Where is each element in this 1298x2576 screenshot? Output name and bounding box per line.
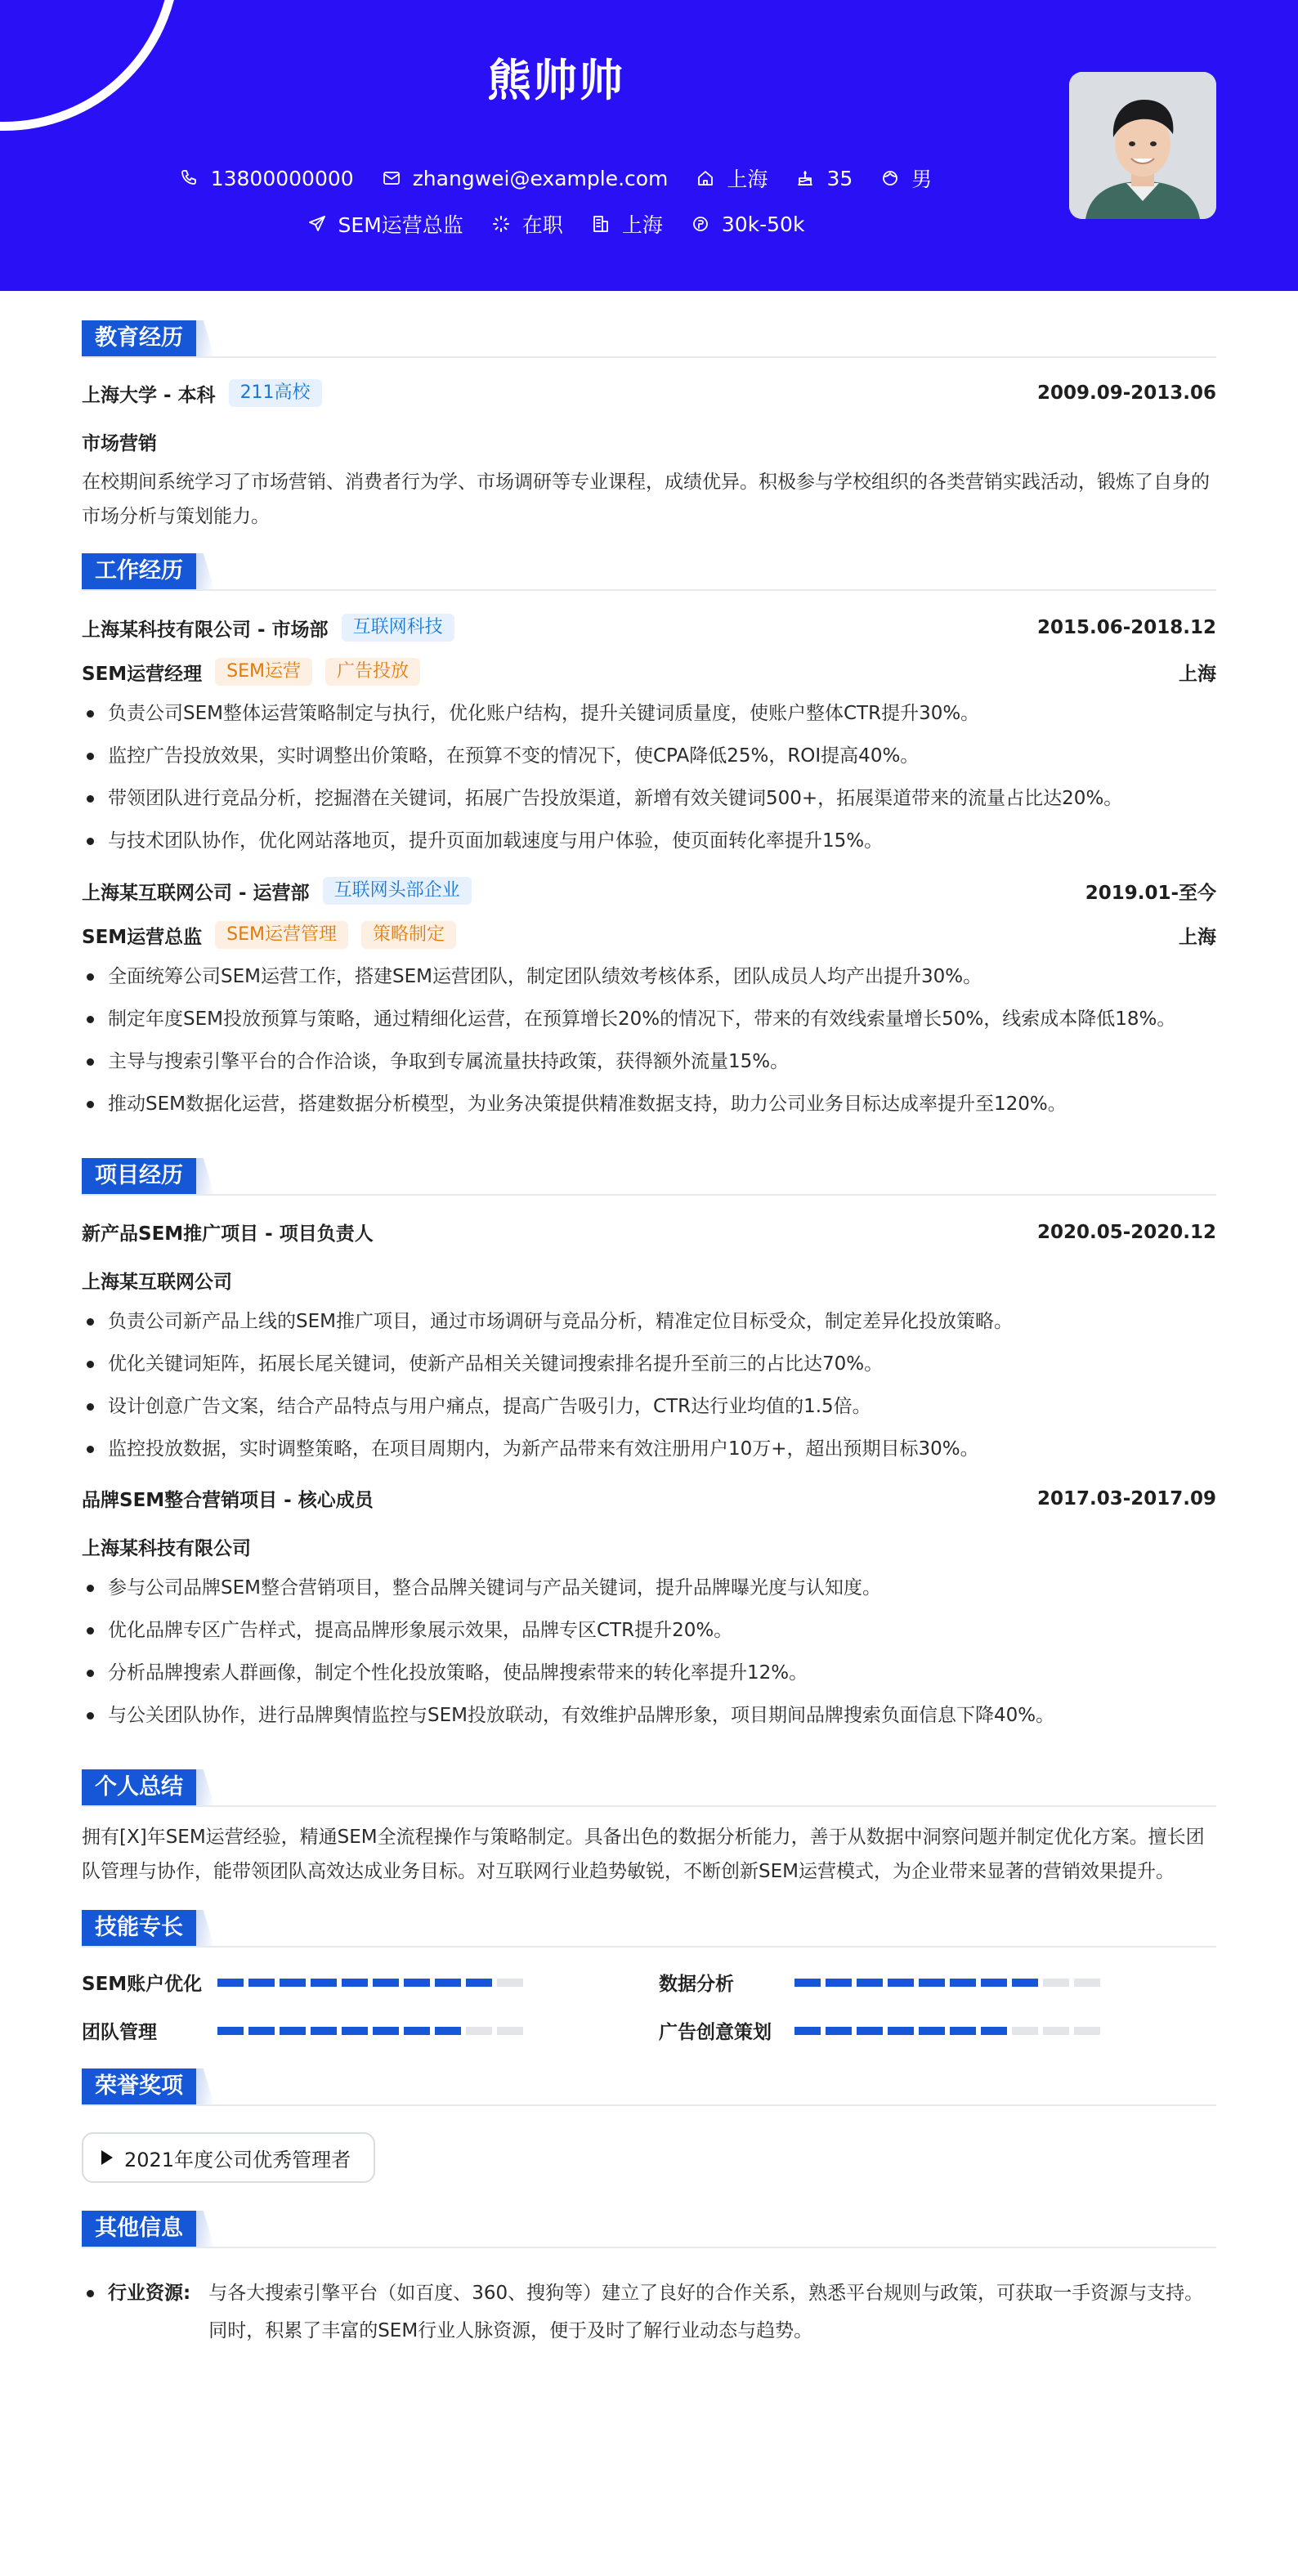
skill-segment-filled (248, 1979, 275, 1987)
skill-segment-filled (857, 1979, 883, 1987)
mail-icon (382, 168, 401, 188)
job-location: 上海 (1179, 926, 1216, 948)
list-item (82, 2274, 1216, 2350)
award-text: 2021年度公司优秀管理者 (124, 2148, 351, 2171)
skill-segment-filled (373, 2027, 399, 2035)
skill-segment-filled (950, 2027, 976, 2035)
project-section-title (82, 1156, 1216, 1196)
skill-segment-empty (1012, 2027, 1038, 2035)
position-text: SEM运营总监 (338, 213, 463, 237)
education-period: 2009.09-2013.06 (1036, 382, 1216, 404)
resume-content (82, 291, 1216, 2350)
other-section-title (82, 2209, 1216, 2248)
job-entry (82, 614, 1216, 862)
skill-segment-filled (826, 1979, 852, 1987)
section-heading: 工作经历 (82, 553, 196, 589)
candidate-name: 熊帅帅 (487, 55, 624, 106)
city-text: 上海 (727, 168, 768, 191)
skill-segment-filled (1012, 1979, 1038, 1987)
skill-name: 团队管理 (82, 2022, 157, 2043)
list-item: 分析品牌搜索人群画像，制定个性化投放策略，使品牌搜索带来的转化率提升12%。 (82, 1652, 1216, 1694)
awards-section-title (82, 2067, 1216, 2106)
target-city-text: 上海 (621, 213, 663, 237)
role-tag: 策略制定 (361, 921, 456, 949)
major: 市场营销 (82, 433, 157, 454)
work-section-title (82, 552, 1216, 591)
skill-segment-filled (311, 1979, 337, 1987)
list-item: 负责公司SEM整体运营策略制定与执行，优化账户结构，提升关键词质量度，使账户整体CTR提升30%。 (82, 692, 1216, 735)
phone-item (180, 167, 354, 190)
skill-segment-filled (435, 1979, 461, 1987)
skills-section-title (82, 1908, 1216, 1948)
skill-segment-filled (404, 2027, 430, 2035)
skill-segment-filled (466, 1979, 492, 1987)
skill-segment-filled (981, 1979, 1007, 1987)
skill-segment-empty (1074, 1979, 1100, 1987)
role-tag: SEM运营管理 (215, 921, 348, 949)
skill-segment-filled (794, 2027, 821, 2035)
list-item: 制定年度SEM投放预算与策略，通过精细化运营，在预算增长20%的情况下，带来的有效线索量增长50%，线索成本降低18%。 (82, 998, 1216, 1040)
email-text: zhangwei@example.com (412, 166, 669, 190)
list-item: 与技术团队协作，优化网站落地页，提升页面加载速度与用户体验，使页面转化率提升15%。 (82, 820, 1216, 862)
skill-name: SEM账户优化 (82, 1974, 203, 1995)
email-item (382, 167, 669, 190)
city-item (696, 163, 768, 193)
list-item: 监控广告投放效果，实时调整出价策略，在预算不变的情况下，使CPA降低25%，ROI提高40%。 (82, 735, 1216, 777)
role-tag: 广告投放 (325, 658, 420, 686)
skill-segment-filled (826, 2027, 852, 2035)
status-item (491, 209, 563, 239)
company-name: 上海某互联网公司 - 运营部 (82, 882, 310, 904)
other-text: 与各大搜索引擎平台（如百度、360、搜狗等）建立了良好的合作关系，熟悉平台规则与政策，可获取一手资源与支持。同时，积累了丰富的SEM行业人脉资源，便于及时了解行业动态与趋势。 (208, 2283, 1204, 2341)
summary-text: 拥有[X]年SEM运营经验，精通SEM全流程操作与策略制定。具备出色的数据分析能力，善于从数据中洞察问题并制定优化方案。擅长团队管理与协作，能带领团队高效达成业务目标。对互联网行业趋势敏锐，不断创新SEM运营模式，为企业带来显著的营销效果提升。 (82, 1827, 1205, 1882)
role-tag: SEM运营 (215, 658, 312, 686)
building-icon (591, 214, 611, 234)
loading-icon (491, 214, 511, 234)
skill-segment-filled (342, 1979, 368, 1987)
skill-segment-filled (248, 2027, 275, 2035)
list-item: 负责公司新产品上线的SEM推广项目，通过市场调研与竞品分析，精准定位目标受众，制定差异化投放策略。 (82, 1300, 1216, 1343)
skill-item (659, 1969, 1216, 1996)
skill-segment-filled (280, 1979, 306, 1987)
salary-item (691, 212, 805, 236)
skill-level-bar (217, 2027, 523, 2035)
user-face-icon (880, 168, 900, 188)
list-item: 带领团队进行竞品分析，挖掘潜在关键词，拓展广告投放渠道，新增有效关键词500+，拓展渠道带来的流量占比达20%。 (82, 777, 1216, 820)
gender-item (880, 163, 932, 193)
section-heading-tail (196, 1910, 214, 1946)
skill-segment-filled (404, 1979, 430, 1987)
status-text: 在职 (521, 213, 563, 237)
skill-segment-filled (311, 2027, 337, 2035)
skill-segment-empty (1043, 1979, 1069, 1987)
skill-item (82, 1969, 659, 1996)
skill-segment-filled (950, 1979, 976, 1987)
award-item[interactable] (82, 2132, 375, 2183)
skill-segment-empty (1043, 2027, 1069, 2035)
skill-segment-filled (857, 2027, 883, 2035)
section-heading: 个人总结 (82, 1769, 196, 1805)
age-item (795, 167, 853, 190)
contact-row (0, 163, 1112, 193)
section-heading-tail (196, 2068, 214, 2104)
job-role: SEM运营总监 (82, 926, 203, 948)
education-row (82, 379, 1216, 407)
other-label: 行业资源: (108, 2283, 191, 2304)
job-location: 上海 (1179, 663, 1216, 685)
job-period: 2015.06-2018.12 (1036, 617, 1216, 638)
project-bullets (82, 1567, 1216, 1737)
gender-text: 男 (911, 168, 933, 191)
section-heading-tail (196, 1158, 214, 1194)
section-heading: 教育经历 (82, 320, 196, 356)
section-heading: 技能专长 (82, 1910, 196, 1946)
skill-segment-empty (466, 2027, 492, 2035)
project-entry (82, 1219, 1216, 1470)
job-entry (82, 877, 1216, 1125)
project-period: 2020.05-2020.12 (1036, 1221, 1216, 1243)
job-bullets (82, 955, 1216, 1125)
skill-segment-filled (888, 2027, 914, 2035)
skill-segment-filled (794, 1979, 821, 1987)
section-heading: 项目经历 (82, 1158, 196, 1194)
other-list (82, 2274, 1216, 2350)
summary-section-title (82, 1768, 1216, 1807)
skill-segment-filled (919, 2027, 945, 2035)
skill-level-bar (794, 1979, 1100, 1987)
company-tag: 互联网头部企业 (323, 877, 472, 905)
skill-segment-filled (435, 2027, 461, 2035)
skill-name: 数据分析 (659, 1974, 734, 1995)
list-item: 设计创意广告文案，结合产品特点与用户痛点，提高广告吸引力，CTR达行业均值的1.5倍。 (82, 1385, 1216, 1428)
cake-icon (795, 168, 815, 188)
send-icon (307, 214, 327, 234)
section-heading-tail (196, 320, 214, 356)
list-item: 全面统筹公司SEM运营工作，搭建SEM运营团队，制定团队绩效考核体系，团队成员人均产出提升30%。 (82, 955, 1216, 998)
skill-level-bar (217, 1979, 523, 1987)
education-section-title (82, 319, 1216, 358)
list-item: 监控投放数据，实时调整策略，在项目周期内，为新产品带来有效注册用户10万+，超出预期目标30%。 (82, 1428, 1216, 1470)
list-item: 优化品牌专区广告样式，提高品牌形象展示效果，品牌专区CTR提升20%。 (82, 1609, 1216, 1652)
phone-text: 13800000000 (210, 166, 354, 190)
home-icon (696, 168, 715, 188)
skill-item (82, 2017, 659, 2044)
skill-level-bar (794, 2027, 1100, 2035)
skill-segment-empty (497, 2027, 523, 2035)
job-period: 2019.01-至今 (1085, 882, 1216, 904)
skill-segment-filled (981, 2027, 1007, 2035)
skill-segment-filled (373, 1979, 399, 1987)
section-heading: 荣誉奖项 (82, 2068, 196, 2104)
project-bullets (82, 1300, 1216, 1470)
skill-item (659, 2017, 1216, 2044)
coin-icon (691, 214, 710, 234)
project-name: 品牌SEM整合营销项目 - 核心成员 (82, 1490, 374, 1511)
salary-text: 30k-50k (721, 212, 805, 236)
project-name: 新产品SEM推广项目 - 项目负责人 (82, 1223, 374, 1245)
project-period: 2017.03-2017.09 (1036, 1487, 1216, 1509)
award-list (82, 2132, 1216, 2183)
section-heading-tail (196, 2211, 214, 2247)
section-heading: 其他信息 (82, 2211, 196, 2247)
play-triangle-icon (101, 2150, 113, 2165)
skill-segment-filled (217, 2027, 244, 2035)
list-item: 推动SEM数据化运营，搭建数据分析模型，为业务决策提供精准数据支持，助力公司业务目标达成率提升至120%。 (82, 1083, 1216, 1125)
job-intent-row (0, 209, 1112, 239)
avatar (1069, 72, 1216, 219)
skill-segment-filled (217, 1979, 244, 1987)
school-tag: 211高校 (229, 379, 322, 407)
school-name: 上海大学 - 本科 (82, 384, 216, 406)
job-bullets (82, 692, 1216, 862)
job-role: SEM运营经理 (82, 663, 203, 685)
list-item: 优化关键词矩阵，拓展长尾关键词，使新产品相关关键词搜索排名提升至前三的占比达70%。 (82, 1343, 1216, 1385)
section-heading-tail (196, 553, 214, 589)
age-text: 35 (826, 166, 853, 190)
project-entry (82, 1485, 1216, 1737)
company-tag: 互联网科技 (342, 614, 454, 642)
skill-segment-filled (342, 2027, 368, 2035)
skill-segment-empty (497, 1979, 523, 1987)
resume-header (0, 0, 1298, 291)
skill-segment-filled (280, 2027, 306, 2035)
skill-segment-empty (1074, 2027, 1100, 2035)
skill-segment-filled (919, 1979, 945, 1987)
project-org: 上海某科技有限公司 (82, 1538, 251, 1559)
skill-segment-filled (888, 1979, 914, 1987)
position-item (307, 209, 463, 239)
list-item: 主导与搜索引擎平台的合作洽谈，争取到专属流量扶持政策，获得额外流量15%。 (82, 1040, 1216, 1083)
portrait-image (1069, 72, 1216, 219)
skill-name: 广告创意策划 (659, 2022, 772, 2043)
skills-grid (82, 1969, 1216, 2044)
list-item: 参与公司品牌SEM整合营销项目，整合品牌关键词与产品关键词，提升品牌曝光度与认知度。 (82, 1567, 1216, 1609)
section-heading-tail (196, 1769, 214, 1805)
phone-icon (180, 168, 199, 188)
company-name: 上海某科技有限公司 - 市场部 (82, 619, 329, 641)
education-desc: 在校期间系统学习了市场营销、消费者行为学、市场调研等专业课程，成绩优异。积极参与学校组织的各类营销实践活动，锻炼了自身的市场分析与策划能力。 (82, 472, 1210, 527)
project-org: 上海某互联网公司 (82, 1272, 232, 1293)
target-city-item (591, 209, 663, 239)
list-item: 与公关团队协作，进行品牌舆情监控与SEM投放联动，有效维护品牌形象，项目期间品牌搜索负面信息下降40%。 (82, 1694, 1216, 1737)
